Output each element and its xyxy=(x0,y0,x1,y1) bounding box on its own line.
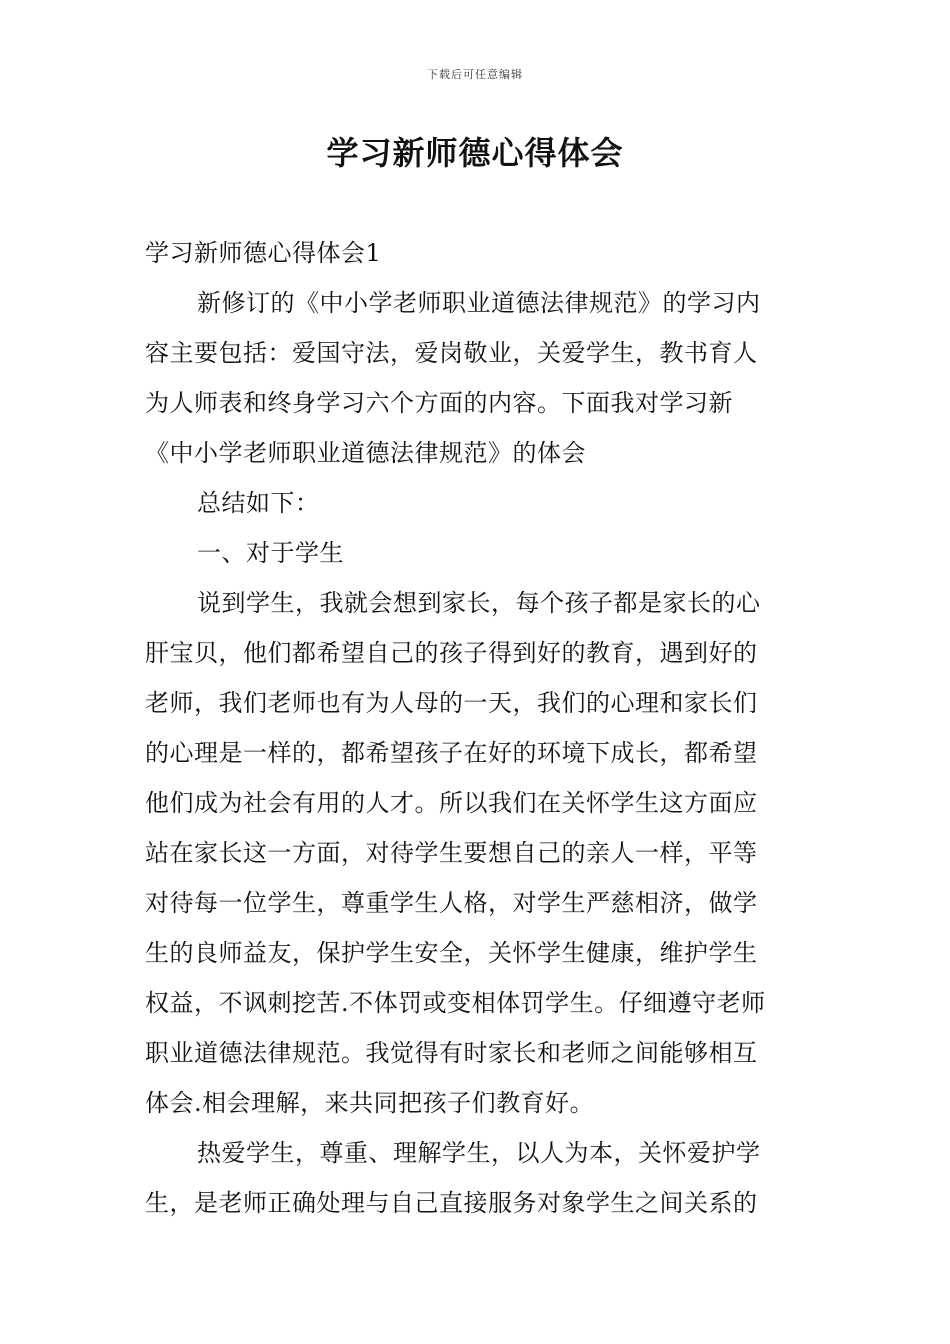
subsection-heading: 一、对于学生 xyxy=(197,539,344,567)
paragraph-line: 《中小学老师职业道德法律规范》的体会 xyxy=(145,439,586,467)
paragraph-line: 生，是老师正确处理与自己直接服务对象学生之间关系的 xyxy=(145,1189,758,1217)
paragraph-line: 权益，不讽刺挖苦.不体罚或变相体罚学生。仔细遵守老师 xyxy=(145,989,766,1017)
document-body xyxy=(145,228,807,1228)
paragraph-line: 总结如下： xyxy=(197,489,320,517)
paragraph-line: 他们成为社会有用的人才。所以我们在关怀学生这方面应 xyxy=(145,789,758,817)
paragraph-line: 职业道德法律规范。我觉得有时家长和老师之间能够相互 xyxy=(145,1039,758,1067)
paragraph-line: 生的良师益友，保护学生安全，关怀学生健康，维护学生 xyxy=(145,939,758,967)
paragraph-line: 新修订的《中小学老师职业道德法律规范》的学习内 xyxy=(197,289,761,317)
paragraph-line: 热爱学生，尊重、理解学生，以人为本，关怀爱护学 xyxy=(197,1139,761,1167)
header-note: 下载后可任意编辑 xyxy=(427,68,523,81)
paragraph-line: 为人师表和终身学习六个方面的内容。下面我对学习新 xyxy=(145,389,733,417)
paragraph-line: 的心理是一样的，都希望孩子在好的环境下成长，都希望 xyxy=(145,739,758,767)
paragraph-line: 对待每一位学生，尊重学生人格，对学生严慈相济，做学 xyxy=(145,889,758,917)
section-heading: 学习新师德心得体会1 xyxy=(145,239,382,267)
paragraph-line: 体会.相会理解，来共同把孩子们教育好。 xyxy=(145,1089,595,1117)
paragraph-line: 容主要包括：爱国守法，爱岗敬业，关爱学生，教书育人 xyxy=(145,339,758,367)
paragraph-line: 说到学生，我就会想到家长，每个孩子都是家长的心 xyxy=(197,589,761,617)
document-title: 学习新师德心得体会 xyxy=(326,134,624,172)
paragraph-line: 站在家长这一方面，对待学生要想自己的亲人一样，平等 xyxy=(145,839,758,867)
paragraph-line: 肝宝贝，他们都希望自己的孩子得到好的教育，遇到好的 xyxy=(145,639,758,667)
paragraph-line: 老师，我们老师也有为人母的一天，我们的心理和家长们 xyxy=(145,689,758,717)
